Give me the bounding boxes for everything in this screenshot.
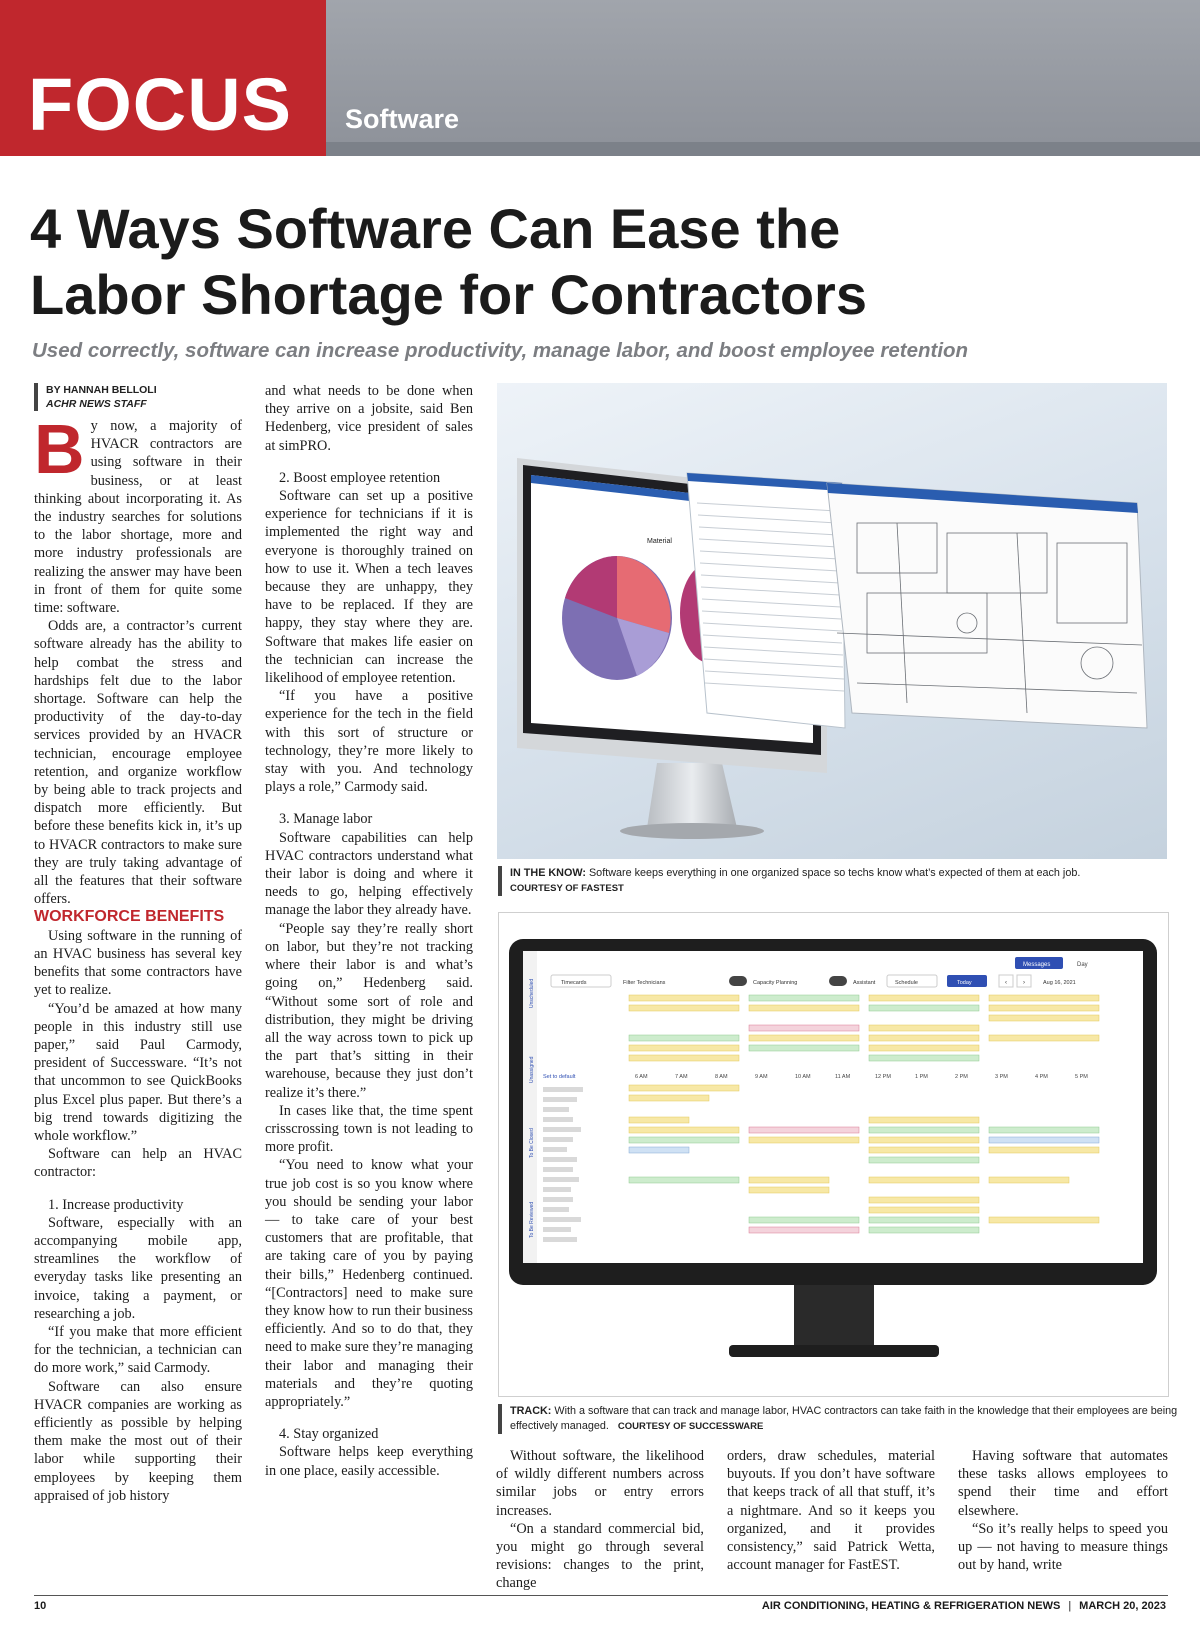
set-default-link[interactable]: Set to default bbox=[543, 1074, 576, 1080]
svg-text:4 PM: 4 PM bbox=[1035, 1074, 1048, 1080]
paragraph: Software can also ensure HVACR companies are working as efficiently as possible by helping them make the most out of their labor while supporting their employees by keeping them appraised of job history bbox=[34, 1378, 242, 1504]
header-rule bbox=[326, 142, 1200, 156]
assistant-label: Assistant bbox=[853, 980, 876, 986]
column-4 bbox=[727, 1447, 935, 1574]
paragraph: “On a standard commercial bid, you might go through several revisions: changes to the print, change bbox=[496, 1520, 704, 1592]
caption-text: With a software that can track and manage labor, HVAC contractors can take faith in the knowledge that their employees are being effectively managed. bbox=[510, 1405, 1178, 1432]
monitor-stand bbox=[647, 763, 737, 828]
paragraph: Software can set up a positive experience for technicians if it is implemented the right way and everyone is thoroughly trained on how to use it. When a tech leaves because they are unhappy, they have to be replaced. If they are happy, they stay where they are. Software that makes life easier on the technician can increase the likelihood of employee retention. bbox=[265, 488, 473, 687]
headline-line-2: Labor Shortage for Contractors bbox=[30, 263, 867, 326]
column-3 bbox=[496, 1447, 704, 1593]
paragraph: Odds are, a contractor’s current software already has the ability to help combat the stress and hardships felt due to the labor shortage. Software can help the productivity of the day-to-day services provided by an HVACR technician, encourage employee retention, and organize workflow by being able to track projects and dispatch more efficiently. But before these benefits kick in, it’s up to HVACR contractors to make sure they are truly taking advantage of all the features that their software offers. bbox=[34, 618, 242, 908]
filter-label: Filter Technicians bbox=[623, 980, 666, 986]
subhead-workforce-benefits: WORKFORCE BENEFITS bbox=[34, 908, 225, 926]
photo-caption-1 bbox=[498, 866, 1190, 896]
paragraph: “If you have a positive experience for the tech in the field with this sort of structure or technology, they’re more likely to stay with you. And technology plays a role,” Carmody said. bbox=[265, 688, 473, 796]
svg-text:10 AM: 10 AM bbox=[795, 1074, 811, 1080]
day-label: Day bbox=[1077, 962, 1088, 968]
paragraph: orders, draw schedules, material buyouts. If you don’t have software that keeps track of all that stuff, it’s a nightmare. And so it keeps you organized, and it provides consistency,” said Patrick Wetta, account manager for FastEST. bbox=[727, 1448, 935, 1574]
svg-text:11 AM: 11 AM bbox=[835, 1074, 851, 1080]
paragraph: In cases like that, the time spent crisscrossing town is not leading to more profit. bbox=[265, 1102, 473, 1156]
monitor-base bbox=[620, 823, 764, 839]
date-label: Aug 16, 2021 bbox=[1043, 980, 1076, 986]
headline-line-1: 4 Ways Software Can Ease the bbox=[30, 197, 841, 260]
svg-text:5 PM: 5 PM bbox=[1075, 1074, 1088, 1080]
monitor-base bbox=[729, 1345, 939, 1357]
svg-text:9 AM: 9 AM bbox=[755, 1074, 768, 1080]
paragraph: “You’d be amazed at how many people in this industry still use paper,” said Paul Carmody, president of Successware. “It’s not that uncommon to see QuickBooks plus Excel plus paper. But there’s a big trend towards digitizing the whole workflow.” bbox=[34, 1000, 242, 1144]
timecards-label: Timecards bbox=[561, 980, 587, 986]
column-5 bbox=[958, 1447, 1168, 1574]
caption-text: Software keeps everything in one organized space so techs know what’s expected of them at each job. bbox=[588, 867, 1081, 879]
pie-chart-1 bbox=[562, 556, 672, 680]
paragraph: “You need to know what your true job cost is so you know where you should be sending your labor — to take care of your best customers that are profitable, that are taking care of you by paying their bills,” Hedenberg continued. “[Contractors] need to make sure they know how to run their business efficiently. And so to do that, they need to make sure they’re managing their labor and managing their materials and they’re quoting appropriately.” bbox=[265, 1157, 473, 1410]
footer-publication bbox=[762, 1600, 1166, 1612]
assistant-toggle[interactable] bbox=[829, 976, 847, 986]
messages-label: Messages bbox=[1023, 962, 1051, 968]
capacity-toggle[interactable] bbox=[729, 976, 747, 986]
svg-text:6 AM: 6 AM bbox=[635, 1074, 648, 1080]
caption-label: IN THE KNOW: bbox=[510, 867, 586, 879]
side-tab-to-be-reviewed[interactable]: To Be Reviewed bbox=[529, 1201, 535, 1238]
paragraph: “People say they’re really short on labor, but they’re not tracking where their labor is and what’s going on,” Hedenberg said. “Without some sort of role and distribution, they might be driving all the way across town to pick up the part that’s sitting in their warehouse, because they just don’t realize it’s there.” bbox=[265, 920, 473, 1101]
floating-window-blueprint bbox=[827, 483, 1147, 728]
photo-caption-2 bbox=[498, 1404, 1190, 1434]
paragraph: By now, a majority of HVACR contractors are using software in their business, or at least thinking about incorporating it. As the industry searches for solutions to the labor shortage, more and more industry professionals are realizing the answer may have been in front of them for quite some time: software. bbox=[34, 410, 242, 617]
footer-rule bbox=[34, 1595, 1168, 1596]
paragraph: “So it’s really helps to speed you up — not having to measure things out by hand, write bbox=[958, 1520, 1168, 1574]
byline-author: BY HANNAH BELLOLI bbox=[46, 384, 157, 396]
column-2 bbox=[265, 382, 473, 1480]
chart-title: Material bbox=[647, 538, 672, 545]
issue-date: MARCH 20, 2023 bbox=[1079, 1600, 1166, 1612]
svg-text:3 PM: 3 PM bbox=[995, 1074, 1008, 1080]
caption-label: TRACK: bbox=[510, 1405, 552, 1417]
footer-separator: | bbox=[1068, 1600, 1072, 1612]
drop-cap: B bbox=[34, 410, 85, 488]
chevron-left-icon: ‹ bbox=[1005, 980, 1007, 986]
column-1 bbox=[34, 410, 242, 1505]
focus-label: FOCUS bbox=[28, 63, 292, 146]
paragraph: Without software, the likelihood of wildly different numbers across similar jobs or entry errors increases. bbox=[496, 1448, 704, 1519]
list-heading: 4. Stay organized bbox=[279, 1426, 379, 1443]
paragraph: Software can help an HVAC contractor: bbox=[34, 1146, 242, 1181]
article-deck: Used correctly, software can increase productivity, manage labor, and boost employee retention bbox=[32, 339, 969, 362]
section-label: Software bbox=[345, 104, 460, 134]
byline bbox=[34, 383, 157, 411]
paragraph: Using software in the running of an HVAC business has several key benefits that some contractors have yet to realize. bbox=[34, 927, 242, 999]
side-tab-to-be-closed[interactable]: To Be Closed bbox=[529, 1128, 535, 1158]
capacity-label: Capacity Planning bbox=[753, 980, 798, 986]
photo-credit: COURTESY OF FASTEST bbox=[510, 883, 624, 894]
photo-scheduling-monitor bbox=[498, 912, 1169, 1397]
list-heading: 3. Manage labor bbox=[279, 811, 373, 828]
floating-window-list bbox=[687, 473, 845, 728]
paragraph: and what needs to be done when they arrive on a jobsite, said Ben Hedenberg, vice president of sales at simPRO. bbox=[265, 383, 473, 454]
paragraph: Having software that automates these tasks allows employees to spend their time and effort elsewhere. bbox=[958, 1448, 1168, 1519]
svg-text:1 PM: 1 PM bbox=[915, 1074, 928, 1080]
byline-staff: ACHR NEWS STAFF bbox=[46, 398, 147, 410]
article-headline bbox=[30, 196, 1180, 328]
schedule-illustration bbox=[499, 913, 1168, 1396]
list-heading: 1. Increase productivity bbox=[48, 1196, 184, 1213]
paragraph: “If you make that more efficient for the technician, a technician can do more work,” said Carmody. bbox=[34, 1323, 242, 1377]
photo-credit: COURTESY OF SUCCESSWARE bbox=[617, 1421, 764, 1432]
photo-software-monitor bbox=[497, 383, 1167, 859]
svg-text:8 AM: 8 AM bbox=[715, 1074, 728, 1080]
side-tab-unassigned[interactable]: Unassigned bbox=[529, 1056, 535, 1083]
svg-text:7 AM: 7 AM bbox=[675, 1074, 688, 1080]
svg-text:2 PM: 2 PM bbox=[955, 1074, 968, 1080]
schedule-label: Schedule bbox=[895, 980, 918, 986]
paragraph: Software capabilities can help HVAC contractors understand what their labor is doing and where it needs to go, helping effectively manage the labor they already have. bbox=[265, 829, 473, 919]
paragraph: Software helps keep everything in one place, easily accessible. bbox=[265, 1444, 473, 1479]
monitor-stand bbox=[794, 1278, 874, 1348]
list-heading: 2. Boost employee retention bbox=[279, 469, 441, 486]
chevron-right-icon: › bbox=[1023, 980, 1025, 986]
svg-text:12 PM: 12 PM bbox=[875, 1074, 891, 1080]
today-label: Today bbox=[957, 980, 972, 986]
monitor-illustration bbox=[497, 383, 1167, 859]
publication-name: AIR CONDITIONING, HEATING & REFRIGERATION NEWS bbox=[761, 1600, 1061, 1612]
paragraph: Software, especially with an accompanying mobile app, streamlines the workflow of everyday tasks like presenting an invoice, taking a payment, or researching a job. bbox=[34, 1214, 242, 1322]
side-tab-unscheduled[interactable]: Unscheduled bbox=[529, 978, 535, 1008]
page-number: 10 bbox=[34, 1600, 47, 1612]
